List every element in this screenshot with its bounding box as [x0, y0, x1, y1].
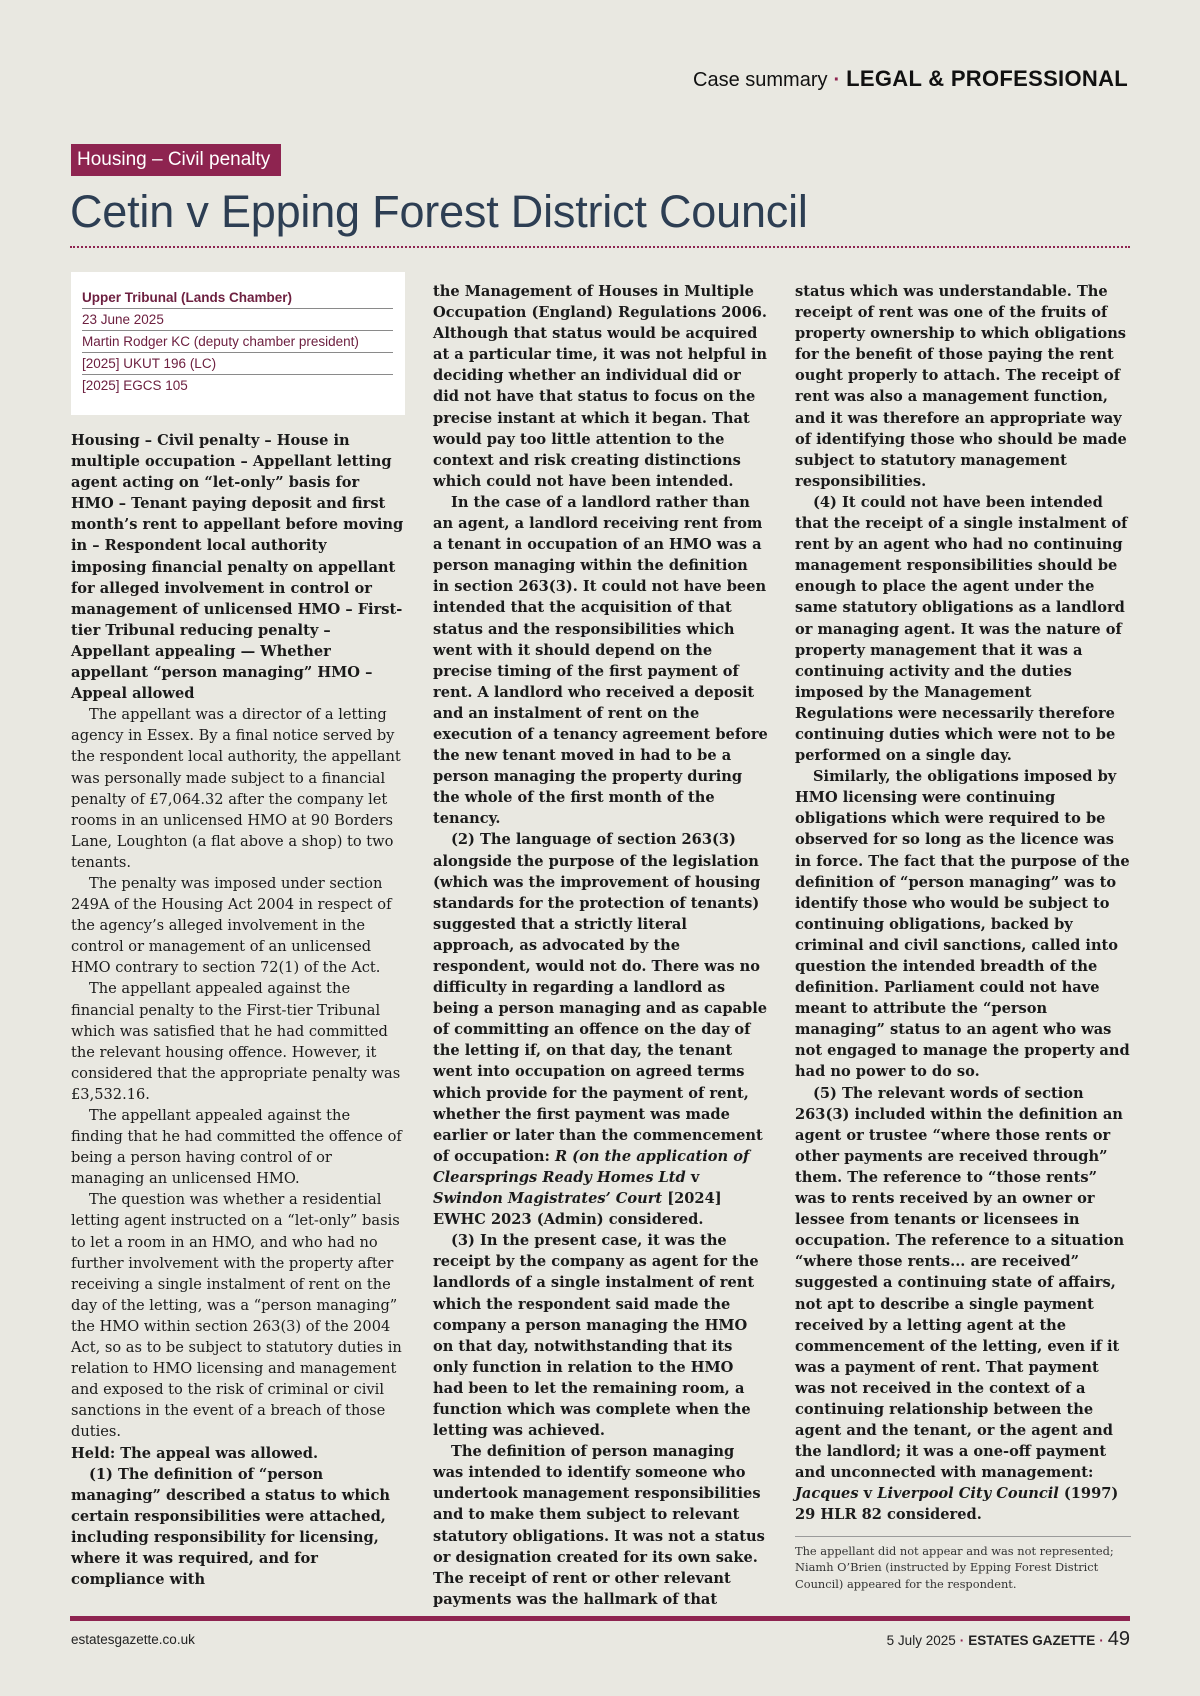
holding-paragraph: status which was understandable. The receipt of rent was one of the fruits of property ownership to which obligations for the benefit of those paying the rent ought properly to attach. The receipt of rent was also a management function, and it was therefore an appropriate way of identifying those who should be made subject to statutory management responsibilities.: [795, 283, 1127, 490]
versus: v: [858, 1485, 878, 1503]
holding-paragraph: (3) In the present case, it was the receipt by the company as agent for the landlords of a single instalment of rent which the respondent said made the company a person managing the HMO on that day, notwithstanding that its only function in relation to the HMO had been to let the remaining room, a function which was complete when the letting was achieved.: [433, 1232, 759, 1440]
holding-paragraph: the Management of Houses in Multiple Occupation (England) Regulations 2006. Although that status would be acquired at a particular time, it was not helpful in deciding whether an individual did or did not have that status to focus on the precise instant at which it began. That would pay too little attention to the context and risk creating distinctions which could not have been intended.: [433, 283, 768, 490]
holding-paragraph: Similarly, the obligations imposed by HMO licensing were continuing obligations which were required to be observed for so long as the licence was in force. The fact that the purpose of the definition of “person managing” was to identify those who would be subject to continuing obligations, backed by criminal and civil sanctions, called into question the intended breadth of the definition. Parliament could not have meant to attribute the “person managing” status to an agent who was not engaged to manage the property and had no power to do so.: [795, 768, 1130, 1081]
holding-paragraph: In the case of a landlord rather than an agent, a landlord receiving rent from a tenant in occupation of an HMO was a person managing within the definition in section 263(3). It could not have been intended that the acquisition of that status and the responsibilities which went with it should depend on the precise timing of the first payment of rent. A landlord who received a deposit and an instalment of rent on the execution of a tenancy agreement before the new tenant moved in had to be a person managing the property during the whole of the first month of the tenancy.: [433, 493, 768, 828]
publication-name: ESTATES GAZETTE: [968, 1633, 1096, 1648]
section-label: Case summary: [693, 69, 828, 91]
column-2: [433, 281, 768, 1610]
holding-paragraph: The definition of person managing was intended to identify someone who undertook management responsibilities and to make them subject to relevant statutory obligations. It was not a status or designation created for its own sake. The receipt of rent or other relevant payments was the hallmark of that: [433, 1443, 765, 1608]
holding-paragraph: [795, 1083, 1131, 1526]
footer-rule: [70, 1616, 1130, 1621]
neutral-citation: [2025] UKUT 196 (LC): [82, 353, 393, 375]
cited-case-name: Jacques: [795, 1485, 859, 1503]
cited-case-name: R (on the application of Clearsprings Ready Homes Ltd: [433, 1147, 750, 1186]
judge-name: Martin Rodger KC (deputy chamber president): [82, 331, 393, 353]
cited-case-name: Liverpool City Council: [877, 1485, 1059, 1503]
representation-note: The appellant did not appear and was not represented; Niamh O’Brien (instructed by Epping Forest District Council) appeared for the respondent.: [795, 1543, 1114, 1591]
column-1: [71, 430, 405, 1590]
body-paragraph: The appellant appealed against the finding that he had committed the offence of being a person having control of or managing an unlicensed HMO.: [71, 1107, 402, 1188]
body-paragraph: The penalty was imposed under section 249A of the Housing Act 2004 in respect of the agency’s alleged involvement in the control or management of an unlicensed HMO contrary to section 72(1) of the Act.: [71, 874, 392, 977]
column-3: [795, 281, 1131, 1592]
holding-paragraph: [433, 829, 768, 1230]
header-separator: ·: [833, 69, 841, 91]
body-paragraph: The question was whether a residential letting agent instructed on a “let-only” basis to let a room in an HMO, and who had no further involvement with the property after receiving a single instalment of rent on the day of the letting, was a “person managing” the HMO within section 263(3) of the 2004 Act, so as to be subject to statutory duties in relation to HMO licensing and management and exposed to the risk of criminal or civil sanctions in the event of a breach of those duties.: [71, 1191, 402, 1441]
case-title: Cetin v Epping Forest District Council: [70, 186, 808, 237]
court-details-box: [71, 272, 405, 415]
body-paragraph: The appellant appealed against the financial penalty to the First-tier Tribunal which was satisfied that he had committed the relevant housing offence. However, it considered that the appropriate penalty was £3,532.16.: [71, 980, 401, 1103]
versus: v: [685, 1168, 700, 1186]
citation-tail: [2024] EWHC 2023 (Admin) considered.: [433, 1190, 722, 1229]
egcs-citation: [2025] EGCS 105: [82, 378, 188, 393]
footer-separator: ·: [959, 1633, 965, 1648]
holding-paragraph: (1) The definition of “person managing” described a status to which certain responsibilities were attached, including responsibility for licensing, where it was required, and for compliance with: [71, 1465, 390, 1589]
note-divider: [795, 1536, 1131, 1537]
title-divider: [70, 246, 1130, 248]
headnote: Housing – Civil penalty – House in multiple occupation – Appellant letting agent acting on “let-only” basis for HMO – Tenant paying deposit and first month’s rent to appellant before moving in – Respondent local authority imposing financial penalty on appellant for alleged involvement in control or management of unlicensed HMO – First-tier Tribunal reducing penalty – Appellant appealing — Whether appellant “person managing” HMO – Appeal allowed: [71, 432, 404, 703]
citation-tail: (1997) 29 HLR 82 considered.: [795, 1485, 1119, 1524]
running-head: [693, 66, 1128, 92]
category-tag: Housing – Civil penalty: [71, 144, 281, 176]
section-name: LEGAL & PROFESSIONAL: [846, 66, 1128, 91]
holding-text: (5) The relevant words of section 263(3) included within the definition an agent or trustee “where those rents or other payments are received through” them. The reference to “those rents” was to rents received by an owner or lessee from tenants or licensees in occupation. The reference to a situation “where those rents... are received” suggested a continuing state of affairs, not apt to describe a single payment received by a letting agent at the commencement of the letting, even if it was a payment of rent. That payment was not received in the context of a continuing relationship between the agent and the tenant, or the agent and the landlord; it was a one-off payment and unconnected with management:: [795, 1084, 1125, 1482]
judgment-date: 23 June 2025: [82, 309, 393, 331]
body-paragraph: The appellant was a director of a letting agency in Essex. By a final notice served by the respondent local authority, the appellant was personally made subject to a financial penalty of £7,064.32 after the company let rooms in an unlicensed HMO at 90 Borders Lane, Loughton (a flat above a shop) to two tenants.: [71, 706, 401, 871]
court-name: Upper Tribunal (Lands Chamber): [82, 287, 393, 309]
footer-issue-info: [887, 1628, 1130, 1651]
held-statement: Held: The appeal was allowed.: [71, 1444, 319, 1462]
page-number: 49: [1107, 1628, 1130, 1650]
footer-website: estatesgazette.co.uk: [71, 1632, 195, 1647]
issue-date: 5 July 2025: [886, 1633, 956, 1648]
holding-paragraph: (4) It could not have been intended that the receipt of a single instalment of rent by an agent who had no continuing management responsibilities should be enough to place the agent under the same statutory obligations as a landlord or managing agent. It was the nature of property management that it was a continuing activity and the duties imposed by the Management Regulations were necessarily therefore continuing duties which were not to be performed on a single day.: [795, 493, 1128, 765]
holding-text: (2) The language of section 263(3) alongside the purpose of the legislation (which was the improvement of housing standards for the protection of tenants) suggested that a strictly literal approach, as advocated by the respondent, would not do. There was no difficulty in regarding a landlord as being a person managing and as capable of committing an offence on the day of the letting if, on that day, the tenant went into occupation on agreed terms which provide for the payment of rent, whether the first payment was made earlier or later than the commencement of occupation:: [433, 831, 768, 1165]
footer-separator: ·: [1099, 1633, 1104, 1648]
cited-case-name: Swindon Magistrates’ Court: [433, 1190, 663, 1208]
